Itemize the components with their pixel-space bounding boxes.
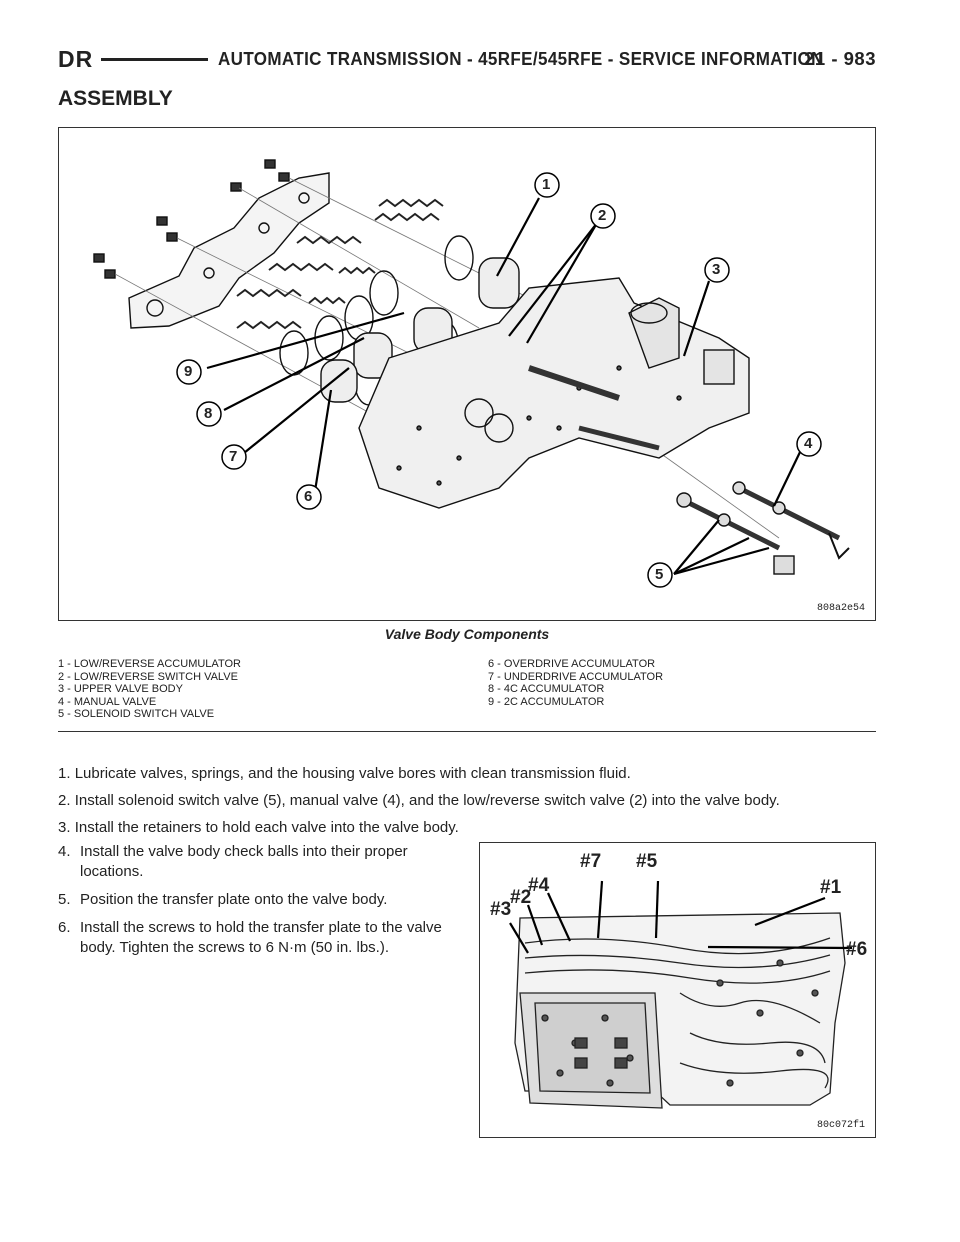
step-text: Install the valve body check balls into their proper locations. (80, 843, 408, 880)
callout-9: 9 (184, 363, 193, 380)
legend-item: 2 - LOW/REVERSE SWITCH VALVE (58, 670, 238, 683)
step-text: Lubricate valves, springs, and the housing valve bores with clean transmission fluid. (74, 765, 631, 782)
step-text: Install solenoid switch valve (5), manual valve (4), and the low/reverse switch valve (2) into the valve body. (74, 792, 780, 809)
callout-3: 3 (712, 261, 721, 278)
step-number: 5. (58, 891, 71, 908)
legend-item: 1 - LOW/REVERSE ACCUMULATOR (58, 658, 241, 670)
header-title: AUTOMATIC TRANSMISSION - 45RFE/545RFE - SERVICE INFORMATION (217, 48, 824, 69)
step-number: 2. (58, 792, 71, 809)
step-item (58, 791, 878, 810)
figure-caption: Valve Body Components (384, 626, 550, 642)
check-ball-callout-5: #5 (636, 851, 658, 872)
valve-body-exploded-illustration (59, 128, 876, 621)
page-header (58, 44, 876, 74)
legend-item: 8 - 4C ACCUMULATOR (488, 683, 605, 696)
legend-item: 5 - SOLENOID SWITCH VALVE (58, 708, 215, 721)
check-ball-locations-figure (479, 842, 876, 1138)
legend-item: 7 - UNDERDRIVE ACCUMULATOR (488, 670, 664, 683)
check-ball-callout-6: #6 (846, 939, 868, 960)
check-ball-callout-1: #1 (820, 877, 842, 898)
step-text: Position the transfer plate onto the valve body. (80, 891, 388, 908)
legend-right-column (488, 658, 876, 721)
step-item (58, 818, 878, 837)
section-title: ASSEMBLY (58, 87, 173, 110)
steps-list (58, 764, 878, 845)
check-ball-callout-3: #3 (490, 899, 512, 920)
callout-4: 4 (804, 435, 813, 452)
callout-2: 2 (598, 207, 607, 224)
figure-legend (58, 658, 876, 721)
step-number: 1. (58, 765, 71, 782)
steps-list-continued (58, 842, 446, 966)
legend-item: 6 - OVERDRIVE ACCUMULATOR (488, 658, 656, 670)
figure-code: 808a2e54 (816, 603, 865, 614)
step-number: 6. (58, 919, 71, 936)
step-number: 4. (58, 843, 71, 860)
valve-body-components-figure (58, 127, 876, 621)
step-number: 3. (58, 819, 71, 836)
step-text: Install the retainers to hold each valve into the valve body. (74, 819, 459, 836)
step-item (58, 764, 878, 783)
step-item (58, 842, 446, 882)
legend-divider (58, 731, 876, 732)
legend-item: 3 - UPPER VALVE BODY (58, 683, 183, 696)
check-ball-callout-4: #4 (528, 875, 550, 896)
figure-code: 80c072f1 (816, 1120, 865, 1131)
check-ball-callout-7: #7 (580, 851, 602, 872)
legend-item: 4 - MANUAL VALVE (58, 695, 157, 708)
check-ball-callout-2: #2 (510, 887, 532, 908)
legend-item: 9 - 2C ACCUMULATOR (488, 695, 605, 708)
callout-1: 1 (542, 176, 551, 193)
header-page-number: 21 - 983 (804, 48, 876, 69)
callout-7: 7 (229, 448, 238, 465)
step-item (58, 890, 446, 910)
step-item (58, 918, 446, 958)
callout-8: 8 (204, 405, 213, 422)
header-rule (101, 58, 207, 61)
header-dr: DR (58, 45, 94, 72)
step-text: Install the screws to hold the transfer plate to the valve body. Tighten the screws to 6 N·m (50 in. lbs.). (80, 919, 442, 956)
callout-6: 6 (304, 488, 313, 505)
callout-5: 5 (655, 566, 664, 583)
legend-left-column (58, 658, 488, 721)
